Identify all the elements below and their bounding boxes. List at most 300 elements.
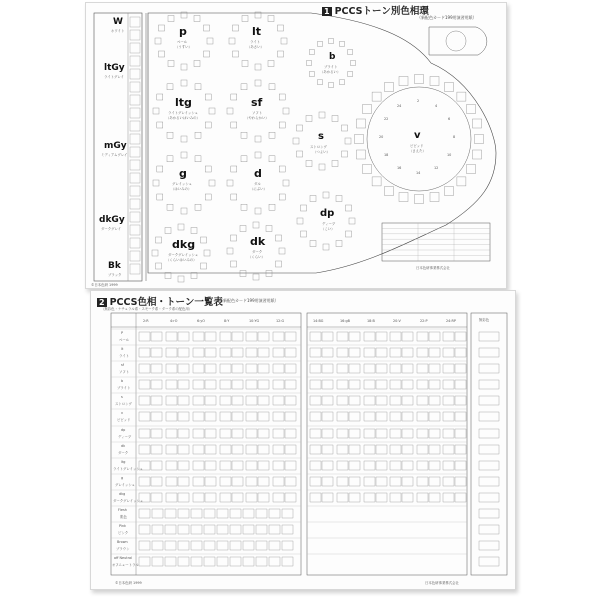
swatch-slot: [443, 396, 454, 405]
tone-reading-dkg: （くらいはいみの）: [166, 258, 197, 262]
swatch-slot: [349, 477, 360, 486]
hue-slot: [241, 156, 247, 162]
swatch-slot: [282, 541, 293, 550]
swatch-slot: [390, 380, 401, 389]
swatch-slot: [417, 380, 428, 389]
swatch-slot: [191, 541, 202, 550]
hue-slot: [181, 80, 187, 86]
swatch-slot: [443, 364, 454, 373]
row-name-pink: ピンク: [118, 531, 129, 535]
swatch-slot: [151, 332, 162, 341]
swatch-slot: [191, 525, 202, 534]
swatch-slot: [337, 364, 348, 373]
hue-slot: [207, 38, 213, 44]
hue-slot: [346, 205, 352, 211]
swatch-slot: [205, 396, 216, 405]
swatch-slot: [193, 380, 204, 389]
hue-tone-table-sheet: [90, 290, 516, 590]
swatch-slot: [232, 396, 243, 405]
swatch-slot: [402, 493, 413, 502]
swatch-slot: [217, 557, 228, 566]
tone-name-ltg: ライトグレイッシュ: [168, 111, 199, 115]
hue-slot: [157, 194, 163, 200]
hue-slot: [204, 51, 210, 57]
swatch-slot: [220, 348, 231, 357]
hue-slot: [473, 119, 482, 128]
vivid-hue-6: 6: [448, 117, 451, 121]
tone-name-b: ブライト: [324, 65, 338, 69]
tone-code-v: v: [414, 130, 421, 141]
swatch-slot: [273, 348, 284, 357]
swatch-slot: [217, 541, 228, 550]
swatch-slot: [166, 445, 177, 454]
row-label-brown: Brown: [117, 540, 128, 544]
swatch-slot: [310, 364, 321, 373]
hue-slot: [269, 156, 275, 162]
row-label-off-neutral: off Neutral: [114, 556, 133, 560]
hue-slot: [415, 195, 424, 204]
hue-slot: [153, 180, 159, 186]
tone-code-ltg: ltg: [175, 96, 192, 109]
row-name-sf: ソフト: [119, 370, 130, 374]
hue-header-6: 6:yO: [197, 319, 205, 323]
achromatic-slot: [479, 412, 499, 421]
hue-slot: [301, 231, 307, 237]
hue-slot: [278, 25, 284, 31]
gray-swatch-slot: [130, 186, 140, 196]
hue-header-12: 12:G: [276, 319, 285, 323]
hue-slot: [319, 164, 325, 170]
vivid-hue-20: 20: [379, 135, 384, 139]
hue-slot: [309, 50, 314, 55]
tone-reading-ltg: （あかるいはいみの）: [166, 116, 200, 120]
swatch-slot: [205, 412, 216, 421]
swatch-slot: [402, 477, 413, 486]
tone-code-dkg: dkg: [172, 238, 196, 251]
achromatic-slot: [479, 445, 499, 454]
swatch-slot: [166, 364, 177, 373]
hue-slot: [357, 150, 366, 159]
swatch-slot: [232, 493, 243, 502]
swatch-slot: [193, 364, 204, 373]
grid-left-block: [111, 313, 301, 575]
swatch-slot: [232, 364, 243, 373]
swatch-slot: [390, 493, 401, 502]
swatch-slot: [217, 509, 228, 518]
hue-slot: [227, 248, 233, 254]
hue-slot: [467, 105, 476, 114]
swatch-slot: [285, 332, 296, 341]
swatch-slot: [429, 348, 440, 357]
swatch-slot: [455, 348, 466, 357]
swatch-slot: [178, 525, 189, 534]
hue-slot: [255, 152, 261, 158]
hue-header-24: 24:RP: [446, 319, 456, 323]
swatch-slot: [232, 477, 243, 486]
row-label-s: s: [121, 395, 123, 399]
hue-slot: [194, 16, 200, 22]
swatch-slot: [232, 348, 243, 357]
swatch-slot: [178, 332, 189, 341]
row-label-dk: dk: [121, 444, 126, 448]
hue-slot: [279, 166, 285, 172]
swatch-slot: [151, 348, 162, 357]
hue-slot: [475, 135, 484, 144]
hue-slot: [240, 226, 246, 232]
hue-slot: [357, 119, 366, 128]
tone-name-sf: ソフト: [252, 111, 263, 115]
swatch-slot: [273, 396, 284, 405]
swatch-slot: [443, 493, 454, 502]
hue-slot: [266, 271, 272, 277]
swatch-slot: [349, 429, 360, 438]
hue-slot: [242, 61, 248, 67]
swatch-slot: [285, 364, 296, 373]
row-name-g: グレイッシュ: [115, 483, 136, 487]
swatch-slot: [349, 332, 360, 341]
hue-slot: [318, 80, 323, 85]
swatch-slot: [322, 412, 333, 421]
gray-swatch-slot: [130, 30, 140, 40]
hue-slot: [231, 261, 237, 267]
gray-swatch-slot: [130, 147, 140, 157]
swatch-slot: [258, 332, 269, 341]
swatch-slot: [402, 348, 413, 357]
hue-slot: [310, 241, 316, 247]
swatch-slot: [417, 429, 428, 438]
swatch-slot: [310, 412, 321, 421]
swatch-slot: [151, 429, 162, 438]
tone-code-g: g: [179, 167, 187, 180]
swatch-slot: [258, 461, 269, 470]
swatch-slot: [285, 477, 296, 486]
achromatic-slot: [479, 348, 499, 357]
swatch-slot: [152, 557, 163, 566]
sheet2-copyright: ©日本色研 1999: [115, 581, 142, 585]
hue-slot: [205, 194, 211, 200]
hue-slot: [310, 196, 316, 202]
swatch-slot: [232, 461, 243, 470]
hue-slot: [306, 161, 312, 167]
row-label-g: g: [121, 476, 124, 480]
hue-slot: [351, 61, 356, 66]
swatch-slot: [273, 461, 284, 470]
achromatic-slot: [479, 429, 499, 438]
swatch-slot: [443, 332, 454, 341]
grid-achromatic-block: [471, 313, 507, 575]
sheet2-note: （無彩色・ナチュラル系・スモーク系・ダーク系の配色用）: [101, 307, 193, 311]
swatch-slot: [429, 412, 440, 421]
hue-slot: [457, 92, 466, 101]
swatch-slot: [310, 396, 321, 405]
swatch-slot: [205, 348, 216, 357]
swatch-slot: [402, 412, 413, 421]
swatch-slot: [178, 461, 189, 470]
hue-slot: [415, 75, 424, 84]
tone-band-outline: [148, 13, 496, 273]
tone-name-dk: ダーク: [252, 250, 263, 254]
swatch-slot: [285, 461, 296, 470]
swatch-slot: [246, 461, 257, 470]
hue-slot: [309, 72, 314, 77]
swatch-slot: [273, 332, 284, 341]
hue-slot: [268, 61, 274, 67]
tone-name-dp: ディープ: [322, 222, 336, 226]
gray-code-bk: Bk: [108, 261, 121, 271]
row-label-b: b: [121, 379, 124, 383]
swatch-slot: [246, 445, 257, 454]
swatch-slot: [232, 412, 243, 421]
hue-header-4: 4:rO: [170, 319, 178, 323]
hue-slot: [283, 180, 289, 186]
swatch-slot: [455, 412, 466, 421]
swatch-slot: [191, 509, 202, 518]
sheet1-title-text: PCCSトーン別色相環: [334, 6, 429, 17]
swatch-slot: [243, 541, 254, 550]
swatch-slot: [220, 380, 231, 389]
swatch-slot: [322, 493, 333, 502]
row-label-sf: sf: [121, 363, 124, 367]
sheet2-subtitle: （新配色カード199用演習用紙）: [219, 298, 279, 303]
swatch-slot: [443, 348, 454, 357]
achromatic-slot: [479, 461, 499, 470]
swatch-slot: [139, 541, 150, 550]
swatch-slot: [310, 332, 321, 341]
swatch-slot: [402, 332, 413, 341]
vivid-hue-22: 22: [384, 117, 389, 121]
hue-slot: [306, 116, 312, 122]
hue-slot: [201, 263, 207, 269]
swatch-slot: [178, 445, 189, 454]
swatch-slot: [364, 364, 375, 373]
swatch-slot: [246, 332, 257, 341]
swatch-slot: [390, 332, 401, 341]
gray-swatch-slot: [130, 160, 140, 170]
hue-slot: [332, 116, 338, 122]
swatch-slot: [390, 429, 401, 438]
swatch-slot: [455, 380, 466, 389]
swatch-slot: [269, 557, 280, 566]
row-name-ltg: ライトグレイッシュ: [113, 467, 144, 471]
hue-header-8: 8:Y: [224, 319, 230, 323]
swatch-slot: [205, 461, 216, 470]
swatch-slot: [349, 348, 360, 357]
gray-swatch-slot: [130, 108, 140, 118]
swatch-slot: [256, 541, 267, 550]
hue-slot: [278, 51, 284, 57]
swatch-slot: [232, 445, 243, 454]
hue-slot: [178, 276, 184, 282]
hue-slot: [346, 231, 352, 237]
swatch-slot: [151, 396, 162, 405]
hue-slot: [195, 204, 201, 210]
hue-slot: [195, 84, 201, 90]
swatch-slot: [322, 477, 333, 486]
swatch-slot: [273, 477, 284, 486]
swatch-slot: [376, 445, 387, 454]
swatch-slot: [402, 429, 413, 438]
swatch-slot: [322, 332, 333, 341]
swatch-slot: [152, 509, 163, 518]
swatch-slot: [230, 509, 241, 518]
swatch-slot: [285, 429, 296, 438]
hue-slot: [255, 64, 261, 70]
hue-slot: [165, 228, 171, 234]
swatch-slot: [376, 429, 387, 438]
hue-slot: [227, 180, 233, 186]
swatch-slot: [443, 429, 454, 438]
swatch-slot: [220, 332, 231, 341]
swatch-slot: [417, 477, 428, 486]
tone-name-dkg: ダークグレイッシュ: [168, 253, 199, 257]
swatch-slot: [232, 332, 243, 341]
hue-slot: [153, 108, 159, 114]
hue-slot: [269, 84, 275, 90]
swatch-slot: [429, 493, 440, 502]
swatch-slot: [376, 396, 387, 405]
hue-slot: [269, 204, 275, 210]
swatch-slot: [337, 461, 348, 470]
swatch-slot: [165, 557, 176, 566]
swatch-slot: [429, 380, 440, 389]
swatch-slot: [269, 541, 280, 550]
swatch-slot: [337, 332, 348, 341]
swatch-slot: [310, 348, 321, 357]
swatch-slot: [139, 557, 150, 566]
swatch-slot: [220, 493, 231, 502]
swatch-slot: [285, 348, 296, 357]
swatch-slot: [337, 396, 348, 405]
swatch-slot: [151, 364, 162, 373]
swatch-slot: [364, 445, 375, 454]
gray-name-mgy: ミディアムグレイ: [101, 153, 128, 157]
swatch-slot: [376, 461, 387, 470]
hue-slot: [168, 16, 174, 22]
swatch-slot: [322, 364, 333, 373]
gray-swatch-slot: [130, 134, 140, 144]
swatch-slot: [455, 332, 466, 341]
swatch-slot: [246, 429, 257, 438]
gray-name-dkgy: ダークグレイ: [101, 227, 122, 231]
sheet1-publisher: 日本色研事業株式会社: [416, 266, 450, 270]
swatch-slot: [220, 445, 231, 454]
swatch-slot: [349, 461, 360, 470]
hue-slot: [157, 166, 163, 172]
achromatic-slot: [479, 509, 499, 518]
swatch-slot: [165, 541, 176, 550]
hue-slot: [467, 165, 476, 174]
row-label-dp: dp: [121, 428, 126, 432]
swatch-slot: [178, 429, 189, 438]
swatch-slot: [282, 509, 293, 518]
swatch-slot: [322, 380, 333, 389]
hue-slot: [167, 132, 173, 138]
swatch-slot: [417, 461, 428, 470]
swatch-slot: [166, 348, 177, 357]
hue-slot: [276, 261, 282, 267]
swatch-slot: [258, 380, 269, 389]
swatch-slot: [204, 525, 215, 534]
swatch-slot: [322, 348, 333, 357]
swatch-slot: [205, 477, 216, 486]
swatch-slot: [232, 380, 243, 389]
swatch-slot: [246, 364, 257, 373]
swatch-slot: [220, 364, 231, 373]
swatch-slot: [178, 412, 189, 421]
hue-slot: [399, 193, 408, 202]
swatch-slot: [285, 445, 296, 454]
swatch-slot: [364, 477, 375, 486]
hue-slot: [279, 248, 285, 254]
swatch-slot: [178, 477, 189, 486]
vivid-hue-8: 8: [453, 135, 456, 139]
swatch-slot: [166, 493, 177, 502]
swatch-slot: [364, 380, 375, 389]
swatch-slot: [258, 429, 269, 438]
swatch-slot: [151, 461, 162, 470]
hue-slot: [191, 273, 197, 279]
swatch-slot: [285, 380, 296, 389]
hue-slot: [372, 177, 381, 186]
swatch-slot: [246, 412, 257, 421]
swatch-slot: [273, 364, 284, 373]
swatch-slot: [443, 445, 454, 454]
swatch-slot: [273, 429, 284, 438]
hue-slot: [165, 273, 171, 279]
swatch-slot: [139, 429, 150, 438]
swatch-slot: [139, 380, 150, 389]
swatch-slot: [220, 396, 231, 405]
swatch-slot: [322, 429, 333, 438]
swatch-slot: [193, 429, 204, 438]
swatch-slot: [285, 493, 296, 502]
swatch-slot: [246, 380, 257, 389]
swatch-slot: [165, 525, 176, 534]
hue-slot: [201, 237, 207, 243]
achromatic-slot: [479, 525, 499, 534]
swatch-slot: [193, 396, 204, 405]
swatch-slot: [205, 332, 216, 341]
swatch-slot: [322, 396, 333, 405]
hue-slot: [231, 194, 237, 200]
swatch-slot: [390, 477, 401, 486]
swatch-slot: [166, 380, 177, 389]
swatch-slot: [364, 396, 375, 405]
hue-slot: [348, 50, 353, 55]
hue-slot: [181, 152, 187, 158]
swatch-slot: [243, 525, 254, 534]
hue-tone-grid: [91, 291, 515, 589]
swatch-slot: [417, 412, 428, 421]
tone-name-d: ダル: [254, 182, 261, 186]
swatch-slot: [246, 396, 257, 405]
row-name-b: ブライト: [117, 386, 131, 390]
swatch-slot: [193, 445, 204, 454]
swatch-slot: [256, 557, 267, 566]
swatch-slot: [322, 461, 333, 470]
hue-slot: [204, 25, 210, 31]
swatch-slot: [273, 493, 284, 502]
swatch-slot: [282, 525, 293, 534]
hue-slot: [297, 151, 303, 157]
gray-swatch-slot: [130, 238, 140, 248]
gray-swatch-slot: [130, 121, 140, 131]
swatch-slot: [139, 332, 150, 341]
swatch-slot: [246, 493, 257, 502]
swatch-slot: [178, 493, 189, 502]
row-name-p: ペール: [119, 338, 130, 342]
hue-slot: [297, 218, 303, 224]
